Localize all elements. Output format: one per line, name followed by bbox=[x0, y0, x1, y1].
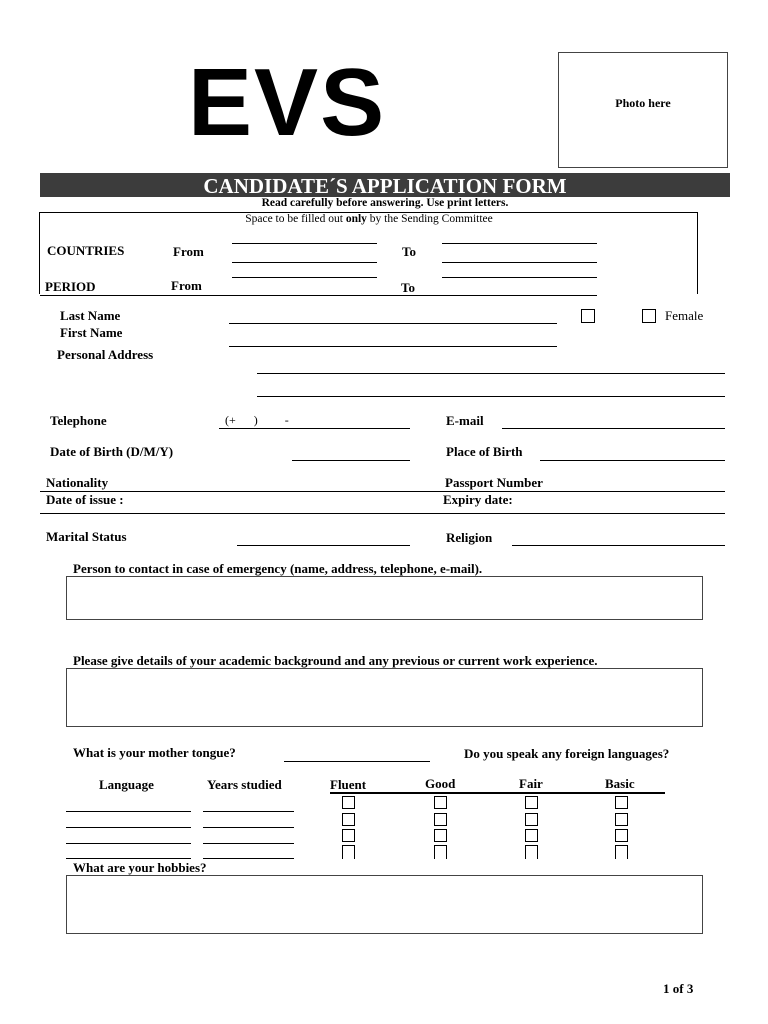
evs-logo: EVS bbox=[188, 49, 387, 156]
fair-checkbox-3[interactable] bbox=[525, 829, 538, 842]
fluent-checkbox-1[interactable] bbox=[342, 796, 355, 809]
years-field-2[interactable] bbox=[203, 827, 294, 828]
language-field-4[interactable] bbox=[66, 858, 191, 859]
telephone-field[interactable] bbox=[219, 428, 410, 429]
mother-tongue-field[interactable] bbox=[284, 761, 430, 762]
telephone-label: Telephone bbox=[50, 413, 107, 428]
countries-label: COUNTRIES bbox=[47, 243, 125, 258]
basic-checkbox-1[interactable] bbox=[615, 796, 628, 809]
col-basic: Basic bbox=[605, 776, 635, 791]
countries-to-line-2[interactable] bbox=[442, 262, 597, 263]
good-checkbox-2[interactable] bbox=[434, 813, 447, 826]
hobbies-box[interactable] bbox=[66, 875, 703, 934]
years-field-4[interactable] bbox=[203, 858, 294, 859]
photo-label: Photo here bbox=[615, 96, 671, 110]
date-issue-field[interactable] bbox=[40, 513, 725, 514]
pob-label: Place of Birth bbox=[446, 444, 523, 459]
address-label: Personal Address bbox=[57, 347, 154, 362]
last-name-field[interactable] bbox=[229, 323, 557, 324]
fair-checkbox-1[interactable] bbox=[525, 796, 538, 809]
address-field-2[interactable] bbox=[257, 396, 725, 397]
mother-tongue-label: What is your mother tongue? bbox=[73, 745, 236, 760]
photo-box[interactable] bbox=[558, 52, 728, 168]
pob-field[interactable] bbox=[540, 460, 725, 461]
countries-from-label: From bbox=[173, 244, 204, 259]
fluent-checkbox-4[interactable] bbox=[342, 845, 355, 859]
religion-field[interactable] bbox=[512, 545, 725, 546]
fair-checkbox-4[interactable] bbox=[525, 845, 538, 859]
page-number: 1 of 3 bbox=[663, 981, 694, 996]
countries-to-label: To bbox=[402, 244, 416, 259]
period-from-label: From bbox=[171, 278, 202, 293]
form-subtitle: Read carefully before answering. Use print letters. bbox=[261, 197, 509, 209]
dob-label: Date of Birth (D/M/Y) bbox=[50, 444, 174, 459]
emergency-box[interactable] bbox=[66, 576, 703, 620]
col-fair: Fair bbox=[519, 776, 543, 791]
col-fluent: Fluent bbox=[330, 777, 367, 792]
marital-field[interactable] bbox=[237, 545, 410, 546]
form-title: CANDIDATE´S APPLICATION FORM bbox=[203, 174, 567, 198]
emergency-label: Person to contact in case of emergency (name, address, telephone, e-mail). bbox=[73, 561, 483, 576]
countries-from-line-1[interactable] bbox=[232, 243, 377, 244]
religion-label: Religion bbox=[446, 530, 493, 545]
last-name-label: Last Name bbox=[60, 308, 121, 323]
date-issue-label: Date of issue : bbox=[46, 492, 124, 507]
male-checkbox[interactable] bbox=[581, 309, 595, 323]
first-name-field[interactable] bbox=[229, 346, 557, 347]
foreign-languages-label: Do you speak any foreign languages? bbox=[464, 746, 670, 761]
phone-format: (+ ) - bbox=[225, 413, 289, 427]
title-band bbox=[40, 173, 730, 197]
language-field-3[interactable] bbox=[66, 843, 191, 844]
fluent-checkbox-3[interactable] bbox=[342, 829, 355, 842]
nationality-label: Nationality bbox=[46, 475, 109, 490]
countries-from-line-2[interactable] bbox=[232, 262, 377, 263]
period-to-label: To bbox=[401, 280, 415, 295]
col-years: Years studied bbox=[207, 777, 282, 792]
col-good: Good bbox=[425, 776, 456, 791]
good-checkbox-3[interactable] bbox=[434, 829, 447, 842]
fair-checkbox-2[interactable] bbox=[525, 813, 538, 826]
address-field-1[interactable] bbox=[257, 373, 725, 374]
female-checkbox[interactable] bbox=[642, 309, 656, 323]
committee-note: Space to be filled out only by the Sending Committee bbox=[245, 213, 493, 225]
nationality-field[interactable] bbox=[40, 491, 725, 492]
marital-label: Marital Status bbox=[46, 529, 127, 544]
committee-bottom-rule bbox=[40, 295, 597, 296]
fluent-checkbox-2[interactable] bbox=[342, 813, 355, 826]
expiry-label: Expiry date: bbox=[443, 492, 513, 507]
basic-checkbox-2[interactable] bbox=[615, 813, 628, 826]
female-label: Female bbox=[665, 308, 704, 323]
basic-checkbox-4[interactable] bbox=[615, 845, 628, 859]
years-field-1[interactable] bbox=[203, 811, 294, 812]
first-name-label: First Name bbox=[60, 325, 123, 340]
period-from-line[interactable] bbox=[232, 277, 377, 278]
academic-label: Please give details of your academic background and any previous or current work experience. bbox=[73, 653, 598, 668]
email-field[interactable] bbox=[502, 428, 725, 429]
years-field-3[interactable] bbox=[203, 843, 294, 844]
countries-to-line-1[interactable] bbox=[442, 243, 597, 244]
academic-box[interactable] bbox=[66, 668, 703, 727]
passport-label: Passport Number bbox=[445, 475, 543, 490]
good-checkbox-1[interactable] bbox=[434, 796, 447, 809]
hobbies-label: What are your hobbies? bbox=[73, 860, 207, 875]
period-to-line[interactable] bbox=[442, 277, 597, 278]
period-label: PERIOD bbox=[45, 279, 96, 294]
language-header-rule bbox=[330, 792, 665, 794]
language-field-1[interactable] bbox=[66, 811, 191, 812]
email-label: E-mail bbox=[446, 413, 484, 428]
col-language: Language bbox=[99, 777, 154, 792]
basic-checkbox-3[interactable] bbox=[615, 829, 628, 842]
dob-field[interactable] bbox=[292, 460, 410, 461]
good-checkbox-4[interactable] bbox=[434, 845, 447, 859]
language-field-2[interactable] bbox=[66, 827, 191, 828]
